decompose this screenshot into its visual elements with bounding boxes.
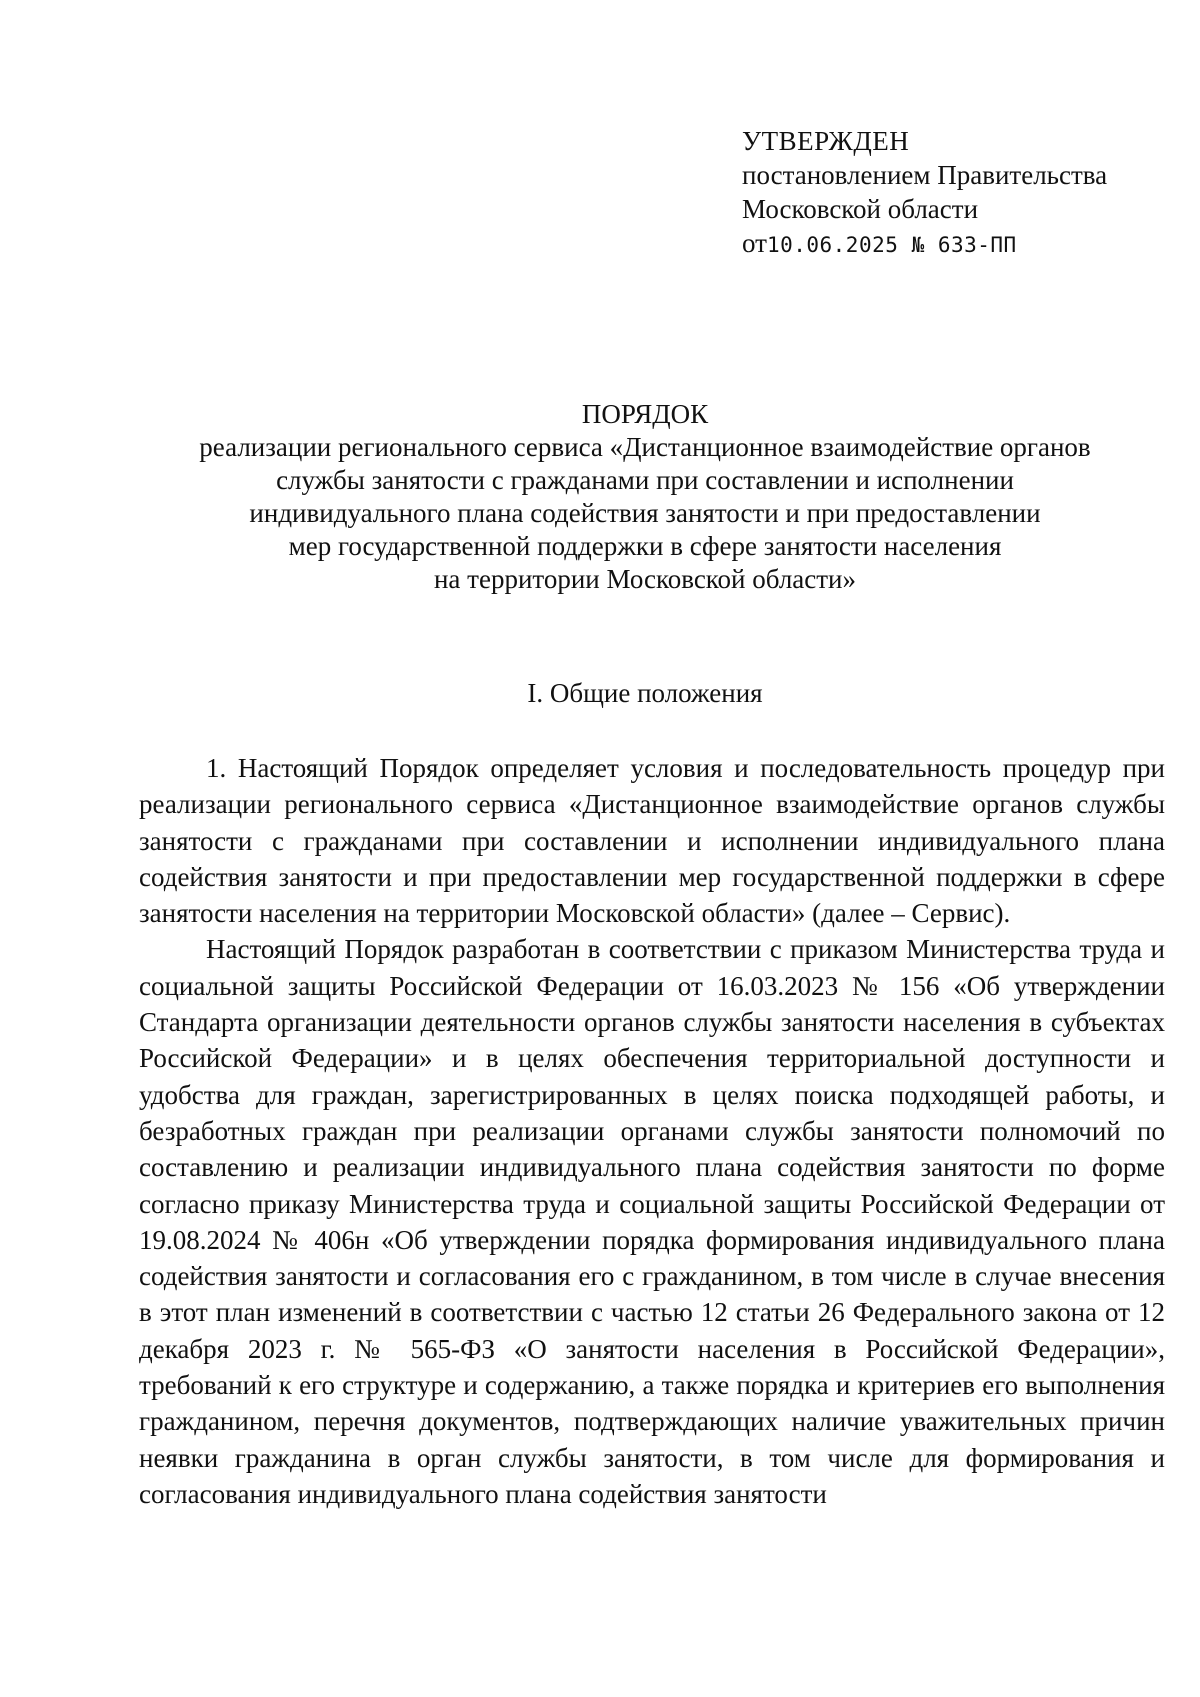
document-subtitle-line-1: реализации регионального сервиса «Дистанционное взаимодействие органов — [199, 432, 1091, 462]
approval-heading: УТВЕРЖДЕН — [742, 126, 910, 156]
approval-date-number: 10.06.2025 № 633-ПП — [766, 233, 1017, 257]
approval-date-prefix: от — [742, 228, 767, 258]
section-heading: I. Общие положения — [527, 678, 763, 708]
document-subtitle-line-4: мер государственной поддержки в сфере занятости населения — [288, 531, 1002, 561]
document-subtitle-line-5: на территории Московской области» — [433, 564, 857, 594]
document-title-block — [120, 398, 1170, 596]
approval-stamp-block — [742, 124, 1162, 262]
approval-date-line — [742, 226, 1162, 262]
document-subtitle-line-3: индивидуального плана содействия занятости и при предоставлении — [249, 498, 1041, 528]
document-title: ПОРЯДОК — [581, 399, 709, 429]
approval-line-2: Московской области — [742, 194, 979, 224]
document-body — [139, 750, 1165, 1512]
paragraph-1: 1. Настоящий Порядок определяет условия и последовательность процедур при реализации регионального сервиса «Дистанционное взаимодействие органов службы занятости с гражданами при составлении и исполнении индивидуального плана содействия занятости и при предоставлении мер государственной поддержки в сфере занятости населения на территории Московской области» (далее – Сервис). — [139, 753, 1165, 929]
approval-line-1: постановлением Правительства — [742, 160, 1108, 190]
document-subtitle-line-2: службы занятости с гражданами при составлении и исполнении — [276, 465, 1014, 495]
paragraph-2: Настоящий Порядок разработан в соответствии с приказом Министерства труда и социальной защиты Российской Федерации от 16.03.2023 № 156 «Об утверждении Стандарта организации деятельности органов службы занятости населения в субъектах Российской Федерации» и в целях обеспечения территориальной доступности и удобства для граждан, зарегистрированных в целях поиска подходящей работы, и безработных граждан при реализации органами службы занятости полномочий по составлению и реализации индивидуального плана содействия занятости по форме согласно приказу Министерства труда и социальной защиты Российской Федерации от 19.08.2024 № 406н «Об утверждении порядка формирования индивидуального плана содействия занятости и согласования его с гражданином, в том числе в случае внесения в этот план изменений в соответствии с частью 12 статьи 26 Федерального закона от 12 декабря 2023 г. № 565-ФЗ «О занятости населения в Российской Федерации», требований к его структуре и содержанию, а также порядка и критериев его выполнения гражданином, перечня документов, подтверждающих наличие уважительных причин неявки гражданина в орган службы занятости, в том числе для формирования и согласования индивидуального плана содействия занятости — [139, 934, 1165, 1509]
